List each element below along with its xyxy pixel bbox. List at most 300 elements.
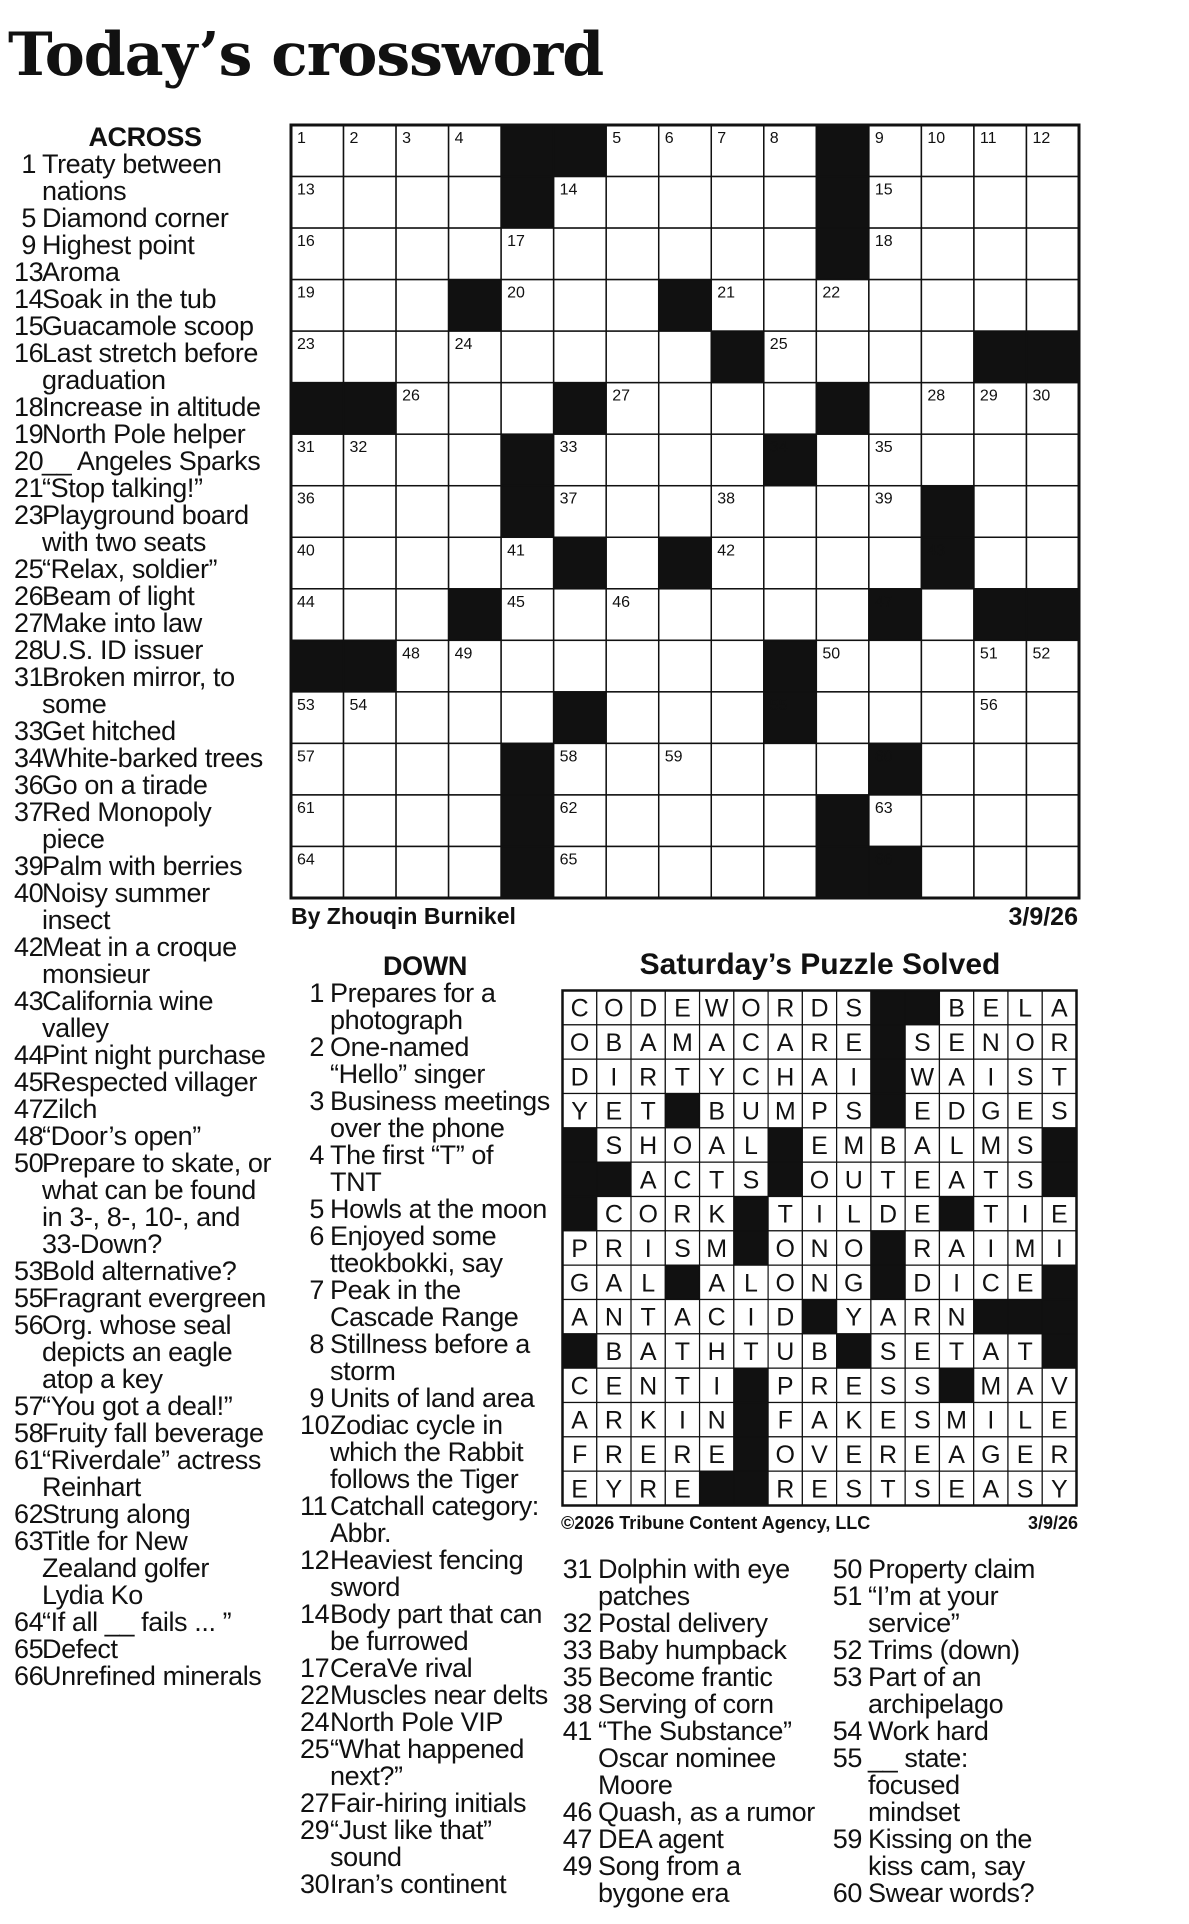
- clue-text: “You got a deal!”: [42, 1391, 233, 1421]
- across-clue-25: [14, 556, 276, 583]
- solution-letter: B: [605, 1338, 623, 1366]
- solution-letter: E: [708, 1441, 726, 1469]
- black-square: [501, 177, 554, 229]
- grid-cell: [764, 177, 817, 229]
- across-clue-19: [14, 421, 276, 448]
- cell-number: 17: [507, 233, 525, 251]
- down-clue-2: [300, 1034, 550, 1088]
- solution-letter: B: [948, 994, 965, 1023]
- solution-letter: E: [1016, 1097, 1034, 1126]
- solution-letter: T: [743, 1338, 759, 1366]
- solution-letter: S: [1016, 1063, 1034, 1092]
- solution-letter: A: [948, 1441, 965, 1469]
- solution-letter: D: [947, 1097, 966, 1126]
- down-clue-25: [300, 1736, 550, 1790]
- clue-text: Fragrant evergreen: [42, 1283, 266, 1313]
- grid-cell: [554, 331, 607, 383]
- solution-letter: K: [708, 1200, 726, 1229]
- clue-number: 60: [832, 1878, 862, 1908]
- grid-cell: [816, 589, 869, 641]
- clue-number: 50: [832, 1554, 862, 1584]
- grid-cell: [764, 280, 817, 332]
- cell-number: 40: [297, 542, 315, 560]
- black-square: [816, 795, 869, 847]
- clue-number: 37: [14, 797, 44, 827]
- cell-number: 25: [769, 336, 788, 354]
- solution-black-square: [734, 1197, 768, 1231]
- grid-cell: [344, 177, 397, 229]
- across-clue-28: [14, 637, 276, 664]
- clue-text: Work hard: [868, 1716, 989, 1746]
- across-clue-39: [14, 853, 276, 880]
- solution-letter: I: [816, 1200, 823, 1229]
- cell-number: 18: [874, 233, 893, 251]
- solution-black-square: [734, 1231, 768, 1265]
- grid-cell: [344, 537, 397, 589]
- clue-text: Dolphin with eye patches: [598, 1554, 790, 1611]
- grid-cell: [449, 177, 502, 229]
- cell-number: 64: [297, 851, 315, 869]
- clue-number: 4: [309, 1140, 324, 1170]
- clue-number: 5: [309, 1194, 324, 1224]
- solution-letter: S: [913, 1406, 931, 1435]
- black-square: [501, 795, 554, 847]
- black-square: [764, 640, 817, 692]
- solution-letter: O: [672, 1132, 693, 1160]
- grid-cell: [606, 537, 659, 589]
- across-clue-5: [14, 205, 276, 232]
- grid-cell: [1026, 795, 1079, 847]
- across-clue-58: [14, 1420, 276, 1447]
- clue-text: Howls at the moon: [330, 1194, 547, 1224]
- grid-cell: [449, 692, 502, 744]
- solution-letter: A: [948, 1166, 965, 1195]
- clue-text: “Relax, soldier”: [42, 554, 218, 584]
- clue-text: Diamond corner: [42, 203, 229, 233]
- solution-black-square: [802, 1300, 836, 1334]
- solution-grid: [561, 989, 1078, 1507]
- clue-text: “Just like that” sound: [330, 1815, 492, 1872]
- grid-cell: [764, 383, 817, 435]
- black-square: [816, 383, 869, 435]
- grid-cell: [711, 743, 764, 795]
- grid-cell: [974, 846, 1027, 898]
- clue-text: Strung along: [42, 1499, 191, 1529]
- solution-letter: N: [810, 1235, 829, 1263]
- solution-letter: I: [850, 1063, 858, 1092]
- solution-letter: E: [571, 1475, 588, 1504]
- grid-cell: [396, 743, 449, 795]
- cell-number: 3: [402, 130, 411, 147]
- solution-letter: E: [913, 1166, 931, 1195]
- clue-number: 10: [300, 1410, 330, 1440]
- solution-letter: C: [741, 1029, 760, 1057]
- clue-text: DEA agent: [598, 1824, 724, 1854]
- solution-letter: G: [981, 1097, 1001, 1126]
- solution-letter: O: [809, 1166, 830, 1195]
- grid-cell: [1026, 486, 1079, 538]
- solution-black-square: [1042, 1300, 1076, 1334]
- grid-cell: [921, 846, 974, 898]
- grid-cell: [606, 177, 659, 229]
- clue-number: 7: [309, 1275, 324, 1305]
- cell-number: 26: [402, 387, 420, 405]
- solution-letter: E: [811, 1132, 828, 1160]
- clue-number: 38: [562, 1689, 592, 1719]
- solution-letter: R: [673, 1441, 692, 1469]
- solution-letter: A: [776, 1029, 794, 1057]
- clue-text: Body part that can be furrowed: [330, 1599, 542, 1656]
- solution-letter: L: [846, 1200, 861, 1229]
- grid-cell: [974, 743, 1027, 795]
- grid-cell: [921, 177, 974, 229]
- clue-number: 23: [14, 500, 44, 530]
- solution-black-square: [1008, 1300, 1042, 1334]
- solution-letter: E: [674, 1475, 691, 1504]
- solution-black-square: [734, 1471, 768, 1505]
- black-square: [501, 125, 554, 177]
- grid-cell: [449, 846, 502, 898]
- solution-letter: A: [913, 1132, 931, 1160]
- solution-letter: E: [879, 1406, 897, 1435]
- solution-letter: R: [639, 1063, 658, 1092]
- clue-text: Broken mirror, to some: [42, 662, 235, 719]
- solution-letter: M: [706, 1235, 728, 1263]
- grid-cell: [344, 228, 397, 280]
- cell-number: 55: [769, 696, 788, 714]
- clue-number: 27: [14, 608, 44, 638]
- solution-letter: A: [1016, 1372, 1034, 1401]
- solution-letter: T: [1051, 1063, 1068, 1092]
- grid-cell: [869, 537, 922, 589]
- clue-number: 18: [14, 392, 44, 422]
- clue-text: Playground board with two seats: [42, 500, 249, 557]
- across-clue-42: [14, 934, 276, 988]
- solution-letter: W: [910, 1063, 935, 1092]
- grid-cell: [974, 795, 1027, 847]
- solution-black-square: [939, 1368, 973, 1402]
- across-clue-53: [14, 1258, 276, 1285]
- black-square: [974, 589, 1027, 641]
- across-clue-31: [14, 664, 276, 718]
- cell-number: 16: [297, 233, 315, 251]
- grid-cell: [869, 640, 922, 692]
- clue-number: 47: [14, 1094, 44, 1124]
- cell-number: 10: [927, 130, 946, 147]
- solution-letter: S: [845, 1475, 863, 1504]
- grid-cell: [1026, 280, 1079, 332]
- solution-letter: G: [844, 1269, 864, 1298]
- clue-number: 43: [14, 986, 44, 1016]
- grid-cell: [344, 280, 397, 332]
- clue-text: Peak in the Cascade Range: [330, 1275, 519, 1332]
- solution-letter: I: [1055, 1235, 1063, 1263]
- solution-letter: S: [913, 1372, 931, 1401]
- clue-number: 56: [14, 1310, 44, 1340]
- solution-letter: D: [810, 994, 829, 1023]
- grid-cell: [974, 486, 1027, 538]
- clue-text: Enjoyed some tteokbokki, say: [330, 1221, 503, 1278]
- grid-cell: [659, 589, 712, 641]
- solution-letter: S: [1016, 1475, 1034, 1504]
- grid-cell: [711, 640, 764, 692]
- solution-letter: Y: [708, 1063, 726, 1092]
- grid-cell: [711, 795, 764, 847]
- cell-number: 5: [612, 130, 622, 147]
- down-clue-41: [562, 1718, 817, 1799]
- solution-letter: A: [674, 1303, 691, 1332]
- grid-cell: [921, 589, 974, 641]
- clue-text: Iran’s continent: [330, 1869, 507, 1899]
- solution-letter: Y: [845, 1303, 863, 1332]
- grid-cell: [1026, 537, 1079, 589]
- cell-number: 60: [874, 748, 893, 766]
- solution-letter: D: [879, 1200, 898, 1229]
- grid-cell: [921, 228, 974, 280]
- across-clue-50: [14, 1150, 276, 1258]
- solution-black-square: [871, 1059, 905, 1093]
- solution-letter: O: [638, 1200, 658, 1229]
- solution-letter: L: [1018, 994, 1033, 1023]
- grid-cell: [606, 846, 659, 898]
- crossword-grid: [289, 123, 1081, 900]
- clue-number: 53: [832, 1662, 862, 1692]
- across-clues: [14, 124, 276, 1690]
- cell-number: 36: [297, 490, 315, 508]
- solution-letter: K: [639, 1406, 657, 1435]
- cell-number: 38: [717, 490, 736, 508]
- black-square: [501, 846, 554, 898]
- down-clue-30: [300, 1871, 550, 1898]
- black-square: [1026, 589, 1079, 641]
- solution-letter: M: [843, 1132, 865, 1160]
- clue-number: 8: [309, 1329, 324, 1359]
- solution-black-square: [1042, 1162, 1076, 1196]
- solution-letter: V: [811, 1441, 828, 1469]
- solution-letter: M: [1014, 1235, 1036, 1263]
- grid-cell: [396, 331, 449, 383]
- grid-cell: [396, 589, 449, 641]
- cell-number: 63: [874, 799, 893, 817]
- clue-text: “I’m at your service”: [868, 1581, 999, 1638]
- grid-cell: [921, 795, 974, 847]
- clue-number: 17: [300, 1653, 330, 1683]
- black-square: [816, 125, 869, 177]
- black-square: [921, 486, 974, 538]
- solution-letter: A: [571, 1406, 588, 1435]
- clue-number: 1: [309, 978, 324, 1008]
- solution-letter: S: [605, 1132, 623, 1160]
- solution-letter: D: [570, 1063, 589, 1092]
- grid-cell: [711, 383, 764, 435]
- across-clue-47: [14, 1096, 276, 1123]
- solution-letter: E: [1051, 1200, 1068, 1229]
- solution-letter: M: [980, 1372, 1002, 1401]
- cell-number: 29: [979, 387, 998, 405]
- solution-letter: T: [709, 1166, 725, 1195]
- solution-letter: E: [845, 1029, 863, 1057]
- solution-black-square: [871, 1025, 905, 1059]
- solution-black-square: [563, 1197, 597, 1231]
- clue-text: Business meetings over the phone: [330, 1086, 550, 1143]
- grid-cell: [396, 486, 449, 538]
- grid-cell: [921, 434, 974, 486]
- down-clue-47: [562, 1826, 817, 1853]
- clue-text: Catchall category: Abbr.: [330, 1491, 539, 1548]
- grid-cell: [869, 331, 922, 383]
- cell-number: 47: [874, 593, 893, 611]
- solution-letter: E: [913, 1200, 931, 1229]
- grid-cell: [816, 743, 869, 795]
- solution-letter: E: [948, 1475, 965, 1504]
- clue-text: White-barked trees: [42, 743, 263, 773]
- clue-text: “If all __ fails ... ”: [42, 1607, 232, 1637]
- clue-text: Respected villager: [42, 1067, 257, 1097]
- solution-letter: B: [811, 1338, 828, 1366]
- solution-letter: P: [571, 1235, 588, 1263]
- solution-letter: T: [674, 1338, 691, 1366]
- solution-letter: E: [913, 1338, 931, 1366]
- grid-cell: [764, 486, 817, 538]
- across-clue-18: [14, 394, 276, 421]
- clue-number: 52: [832, 1635, 862, 1665]
- clue-text: Swear words?: [868, 1878, 1035, 1908]
- solution-letter: S: [742, 1166, 760, 1195]
- down-clue-35: [562, 1664, 817, 1691]
- solution-letter: R: [810, 1372, 829, 1401]
- clue-text: Zilch: [42, 1094, 98, 1124]
- solution-black-square: [665, 1265, 699, 1299]
- solution-letter: H: [639, 1132, 658, 1160]
- solution-letter: F: [777, 1406, 793, 1435]
- clue-text: Quash, as a rumor: [598, 1797, 815, 1827]
- clue-text: Unrefined minerals: [42, 1661, 262, 1691]
- grid-cell: [711, 228, 764, 280]
- across-clue-13: [14, 259, 276, 286]
- solution-letter: R: [810, 1029, 829, 1057]
- solution-letter: O: [604, 994, 624, 1023]
- grid-cell: [344, 846, 397, 898]
- across-clue-26: [14, 583, 276, 610]
- clue-number: 14: [14, 284, 44, 314]
- clue-number: 30: [300, 1869, 330, 1899]
- solution-letter: E: [948, 1029, 965, 1057]
- clue-text: CeraVe rival: [330, 1653, 473, 1683]
- cell-number: 44: [297, 593, 315, 611]
- solution-letter: A: [948, 1063, 965, 1092]
- grid-cell: [449, 434, 502, 486]
- clue-number: 34: [14, 743, 44, 773]
- clue-text: Palm with berries: [42, 851, 243, 881]
- clue-number: 64: [14, 1607, 44, 1637]
- down-clue-29: [300, 1817, 550, 1871]
- grid-cell: [659, 434, 712, 486]
- clue-text: Units of land area: [330, 1383, 535, 1413]
- cell-number: 9: [874, 130, 884, 147]
- solution-letter: D: [776, 1303, 795, 1332]
- clue-number: 54: [832, 1716, 862, 1746]
- down-clues: [300, 953, 550, 1898]
- clue-number: 9: [309, 1383, 324, 1413]
- clue-number: 50: [14, 1148, 44, 1178]
- clue-text: Guacamole scoop: [42, 311, 254, 341]
- solution-letter: R: [776, 1475, 795, 1504]
- clue-number: 40: [14, 878, 44, 908]
- cell-number: 2: [349, 130, 359, 147]
- across-clue-33: [14, 718, 276, 745]
- solution-letter: T: [674, 1063, 691, 1092]
- across-clue-56: [14, 1312, 276, 1393]
- down-clues-continued: [562, 1556, 817, 1907]
- grid-cell: [764, 846, 817, 898]
- across-clue-65: [14, 1636, 276, 1663]
- clue-number: 20: [14, 446, 44, 476]
- solution-black-square: [563, 1334, 597, 1368]
- grid-cell: [554, 228, 607, 280]
- across-clue-27: [14, 610, 276, 637]
- solution-letter: B: [605, 1029, 623, 1057]
- solution-letter: L: [949, 1132, 964, 1160]
- cell-number: 1: [297, 130, 306, 147]
- grid-cell: [816, 331, 869, 383]
- solution-letter: T: [880, 1475, 896, 1504]
- clue-number: 66: [14, 1661, 44, 1691]
- grid-cell: [449, 743, 502, 795]
- cell-number: 28: [927, 387, 946, 405]
- solution-black-square: [700, 1471, 734, 1505]
- grid-cell: [974, 177, 1027, 229]
- down-clue-52: [832, 1637, 1057, 1664]
- solution-letter: G: [569, 1269, 590, 1298]
- clue-text: “Door’s open”: [42, 1121, 201, 1151]
- clue-number: 58: [14, 1418, 44, 1448]
- solution-letter: O: [775, 1235, 795, 1263]
- clue-text: Kissing on the kiss cam, say: [868, 1824, 1033, 1881]
- grid-cell: [1026, 846, 1079, 898]
- clue-number: 6: [309, 1221, 324, 1251]
- solution-black-square: [734, 1403, 768, 1437]
- solution-letter: I: [678, 1406, 686, 1435]
- clue-number: 49: [562, 1851, 592, 1881]
- byline: By Zhouqin Burnikel: [291, 903, 516, 929]
- clue-text: Prepares for a photograph: [330, 978, 496, 1035]
- solution-letter: S: [913, 1475, 931, 1504]
- solution-letter: S: [845, 994, 863, 1023]
- cell-number: 35: [874, 439, 893, 457]
- grid-cell: [921, 692, 974, 744]
- clue-text: U.S. ID issuer: [42, 635, 203, 665]
- grid-cell: [449, 228, 502, 280]
- cell-number: 54: [349, 696, 368, 714]
- solution-letter: T: [640, 1097, 656, 1126]
- across-clue-55: [14, 1285, 276, 1312]
- solution-letter: L: [1018, 1406, 1033, 1435]
- grid-cell: [711, 177, 764, 229]
- puzzle-date: 3/9/26: [1008, 903, 1078, 931]
- solution-letter: M: [980, 1132, 1002, 1160]
- cell-number: 21: [717, 284, 736, 302]
- grid-cell: [1026, 434, 1079, 486]
- solution-letter: A: [1051, 994, 1068, 1023]
- down-clue-24: [300, 1709, 550, 1736]
- down-clue-9: [300, 1385, 550, 1412]
- grid-cell: [974, 280, 1027, 332]
- cell-number: 31: [297, 439, 315, 457]
- solution-black-square: [768, 1162, 802, 1196]
- clue-number: 33: [562, 1635, 592, 1665]
- clue-text: Title for New Zealand golfer Lydia Ko: [42, 1526, 210, 1610]
- black-square: [554, 692, 607, 744]
